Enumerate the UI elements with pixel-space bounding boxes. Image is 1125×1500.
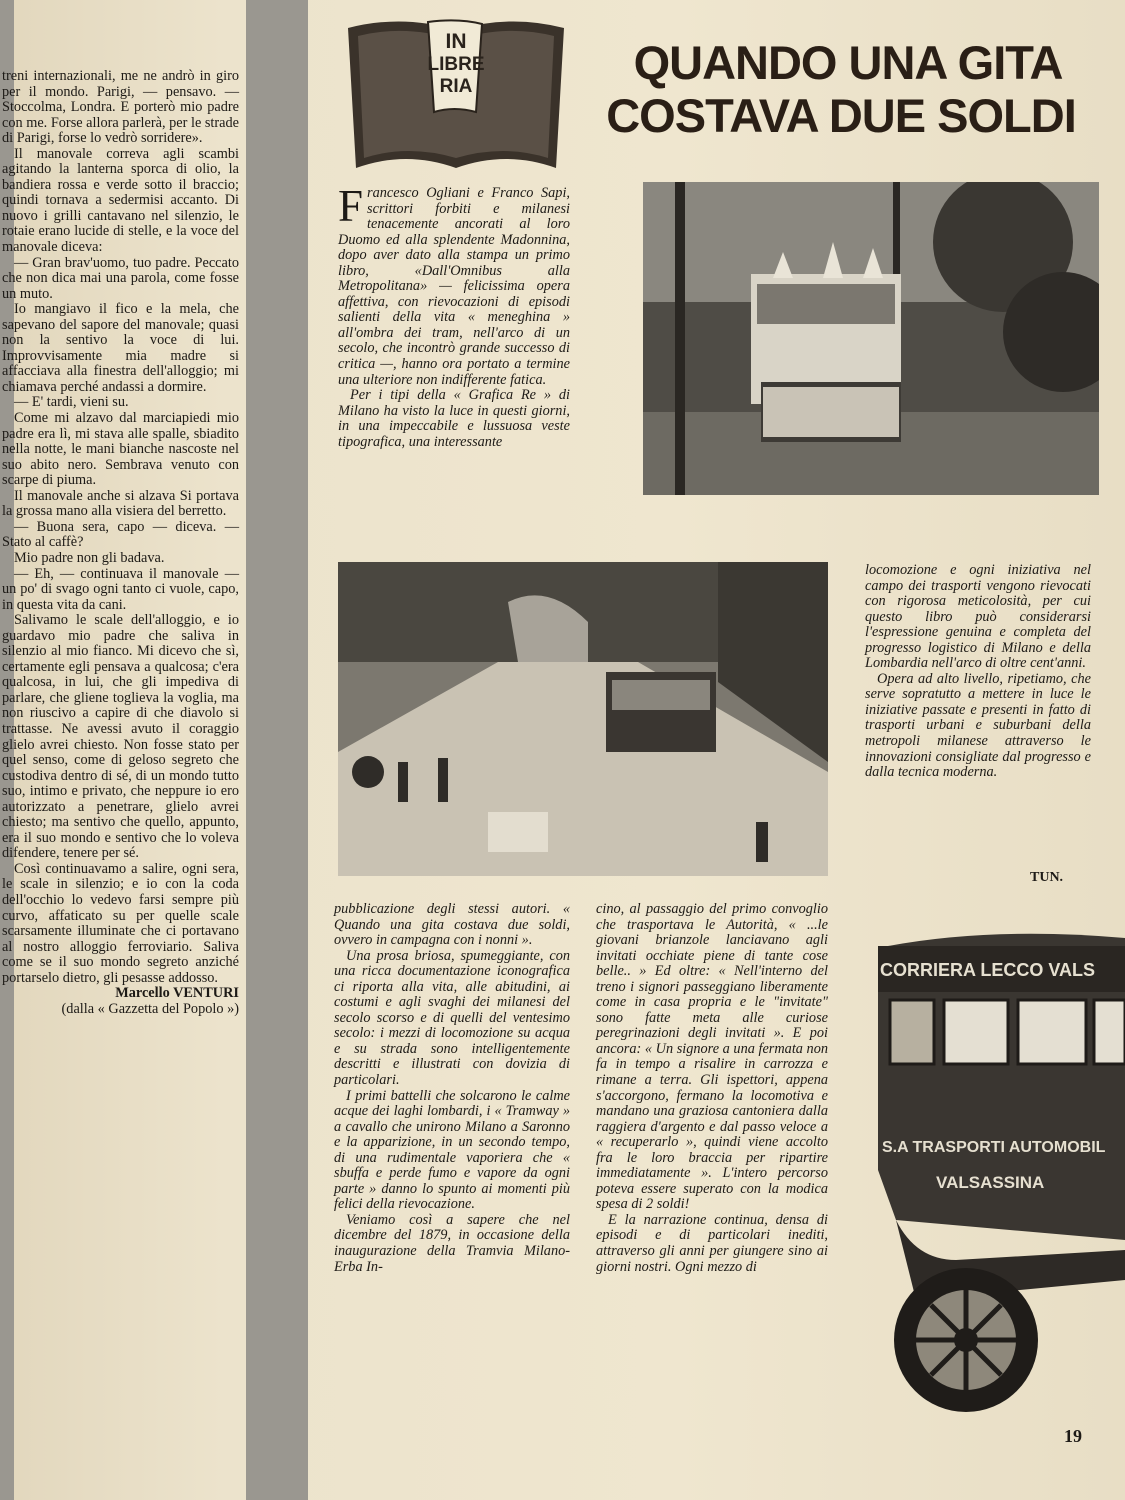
- paragraph: pubblicazione degli stessi autori. « Quando una gita costava due soldi, ovvero in campagna con i nonni ».: [334, 901, 570, 949]
- paragraph: Salivamo le scale dell'alloggio, e io guardavo mio padre che saliva in silenzio al mio fianco. Mi dicevo che sì, certamente egli pensava a qualcosa; c'era qualcosa, in lui, che gli impediva di parlare, che gliene toglieva la voglia, ma non riuscivo a capire di che diavolo si trattasse. Ne avessi avuto il coraggio glielo avrei chiesto. Non fosse stato per quel senso, come di geloso segreto che custodiva dentro di sé, di un mondo tutto suo, intimo e privato, che neppure io ero autorizzato a penetrare, glielo avrei chiesto; ma sentivo che quello, appunto, era il suo mondo e sentivo che lo voleva difendere, tenere per sé.: [2, 612, 239, 862]
- bus-sign-top: CORRIERA LECCO VALS: [880, 960, 1096, 980]
- paragraph: — Buona sera, capo — diceva. — Stato al caffè?: [2, 518, 239, 551]
- paragraph: — Eh, — continuava il manovale — un po' di svago ogni tanto ci vuole, capo, in questa vita da cani.: [2, 565, 239, 613]
- intro-paragraph-2: Per i tipi della « Grafica Re » di Milano ha visto la luce in questi giorni, in una impeccabile e lussuosa veste tipografica, una interessante: [338, 387, 570, 450]
- paragraph: — E' tardi, vieni su.: [14, 394, 129, 411]
- source-credit: (dalla « Gazzetta del Popolo »): [61, 1000, 239, 1017]
- paragraph: Come mi alzavo dal marciapiedi mio padre era lì, mi stava alle spalle, sbiadito nella notte, le mani bianche nascoste nel suo abito nero. Sembrava venuto con scarpe di piuma.: [2, 410, 239, 489]
- headline-line1: QUANDO UNA GITA: [633, 36, 1063, 89]
- paragraph: Io mangiavo il fico e la mela, che sapevano del sapore del manovale; quasi non la sentivo la voce di lui. Improvvisamente mia madre si affacciava alla finestra dell'alloggio; mi chiamava perché andassi a dormire.: [2, 301, 239, 395]
- tram-photo-top: [643, 182, 1099, 495]
- paragraph: Opera ad alto livello, ripetiamo, che serve sopratutto a mettere in luce le iniziative passate e presenti in fatto di trasporti urbani e suburbani della metropoli milanese attraverso le innovazioni consigliate dal progresso e dalla tecnica moderna.: [865, 670, 1091, 781]
- bottom-middle-column: [334, 902, 570, 1275]
- bus-photo: [856, 920, 1125, 1420]
- paragraph: E la narrazione continua, densa di episodi e di particolari inediti, attraverso gli anni per giungere sino ai giorni nostri. Ogni mezzo di: [596, 1211, 828, 1275]
- headline: [598, 36, 1098, 142]
- badge-text-line3: RIA: [439, 76, 473, 97]
- drop-cap: F: [338, 181, 364, 231]
- decorated-tram-image: [643, 182, 1099, 495]
- left-column: [2, 69, 239, 1017]
- bus-side-text-2: VALSASSINA: [936, 1173, 1045, 1192]
- paragraph: Così continuavamo a salire, ogni sera, le scale in silenzio; e io con la coda dell'occhio lo vedevo farsi sempre più curvo, affaticato su per quelle scale scarsamente illuminate che ci portavano al nostro alloggio ferroviario. Saliva come se il suo mondo segreto anziché portarselo dietro, gli pesasse addosso.: [2, 860, 239, 986]
- paragraph: cino, al passaggio del primo convoglio che trasportava le Autorità, « ...le giovani brianzole lanciavano agli invitati occhiate piene di tante cose belle.. » Ed oltre: « Nell'interno del treno i signori passeggiano liberamente come in casa propria e le "invitate" sono fatte meta alle curiose peregrinazioni degli invitati ». E poi ancora: « Un signore a una fermata non fa in tempo a risalire in carrozza e rimane a terra. Gli ispettori, appena s'accorgono, fermano la locomotiva e mandano una graziosa cantoniera dalla raggiera d'argento e dal passo veloce a « recuperarlo », quindi viene accolto fra le loro braccia per ripartire immediatamente ». L'intero percorso poteva essere superato con la modica spesa di 2 soldi!: [596, 901, 828, 1213]
- paragraph: treni internazionali, me ne andrò in giro per il mondo. Parigi, — pensavo. — Stoccolma, Londra. E porterò mio padre con me. Forse allora parlerà, per le strade di Parigi, forse lo vedrò sorridere».: [2, 68, 239, 147]
- intro-paragraph-1: Francesco Ogliani e Franco Sapi, scrittori forbiti e milanesi tenacemente ancorati al loro Duomo ed alla splendente Madonnina, dopo aver dato alla stampa un primo libro, «Dall'Omnibus alla Metropolitana» — felicissima opera affettiva, con rievocazioni di episodi salienti della vita « meneghina » all'ombra dei tram, nell'arco di un secolo, che incontrò grande successo di critica —, hanno ora portato a termine una ulteriore non indifferente fatica.: [338, 181, 570, 388]
- divider-stripe: [246, 0, 308, 1500]
- paragraph: Una prosa briosa, spumeggiante, con una ricca documentazione iconografica ci riporta alla vita, alle abitudini, ai costumi e agli svaghi dei milanesi del secolo scorso e di quelli del ventesimo secolo: i mezzi di locomozione su acqua e su strada sono intelligentemente descritti e illustrati con dovizia di particolari.: [334, 947, 570, 1089]
- in-libreria-badge: [342, 8, 570, 176]
- badge-text-line1: IN: [445, 30, 467, 53]
- street-tram-image: [338, 562, 828, 876]
- headline-line2: COSTAVA DUE SOLDI: [606, 89, 1076, 142]
- bottom-right-column: [596, 902, 828, 1275]
- bus-image: [856, 920, 1125, 1420]
- author-name: Marcello VENTURI: [115, 985, 239, 1002]
- paragraph: — Gran brav'uomo, tuo padre. Peccato che non dica mai una parola, come fosse un muto.: [2, 254, 239, 302]
- page-number: 19: [1064, 1426, 1082, 1446]
- paragraph: Mio padre non gli badava.: [14, 549, 165, 566]
- badge-text-line2: LIBRE: [427, 54, 485, 75]
- paragraph: Veniamo così a sapere che nel dicembre del 1879, in occasione della inaugurazione della Tramvia Milano-Erba In-: [334, 1211, 570, 1275]
- paragraph: Il manovale anche si alzava Si portava la grossa mano alla visiera del berretto.: [2, 487, 239, 520]
- bus-side-text-1: S.A TRASPORTI AUTOMOBIL: [882, 1139, 1106, 1156]
- signature: TUN.: [1030, 870, 1064, 885]
- paragraph: Il manovale correva agli scambi agitando la lanterna sporca di olio, la bandiera rossa e verde sotto il braccio; quindi tornava a sedermisi accanto. Di nuovo i grilli cantavano nel silenzio, le rotaie erano lucide di stelle, e la voce del manovale diceva:: [2, 145, 239, 256]
- tram-photo-street: [338, 562, 828, 876]
- paragraph: locomozione e ogni iniziativa nel campo dei trasporti vengono rievocati con rigorosa meticolosità, per cui questo libro può considerarsi l'espressione genuina e completa del progresso logistico di Milano e della Lombardia nell'arco di oltre cent'anni.: [865, 562, 1091, 672]
- right-column: [865, 563, 1091, 781]
- intro-column: [338, 181, 570, 450]
- paragraph: I primi battelli che solcarono le calme acque dei laghi lombardi, i « Tramway » a cavallo che unirono Milano a Saronno e la apparizione, in un secondo tempo, di una rudimentale vaporiera che « sbuffa e perde fumo e vapore da ogni parte » danno lo spunto ai momenti più felici della rievocazione.: [334, 1087, 570, 1213]
